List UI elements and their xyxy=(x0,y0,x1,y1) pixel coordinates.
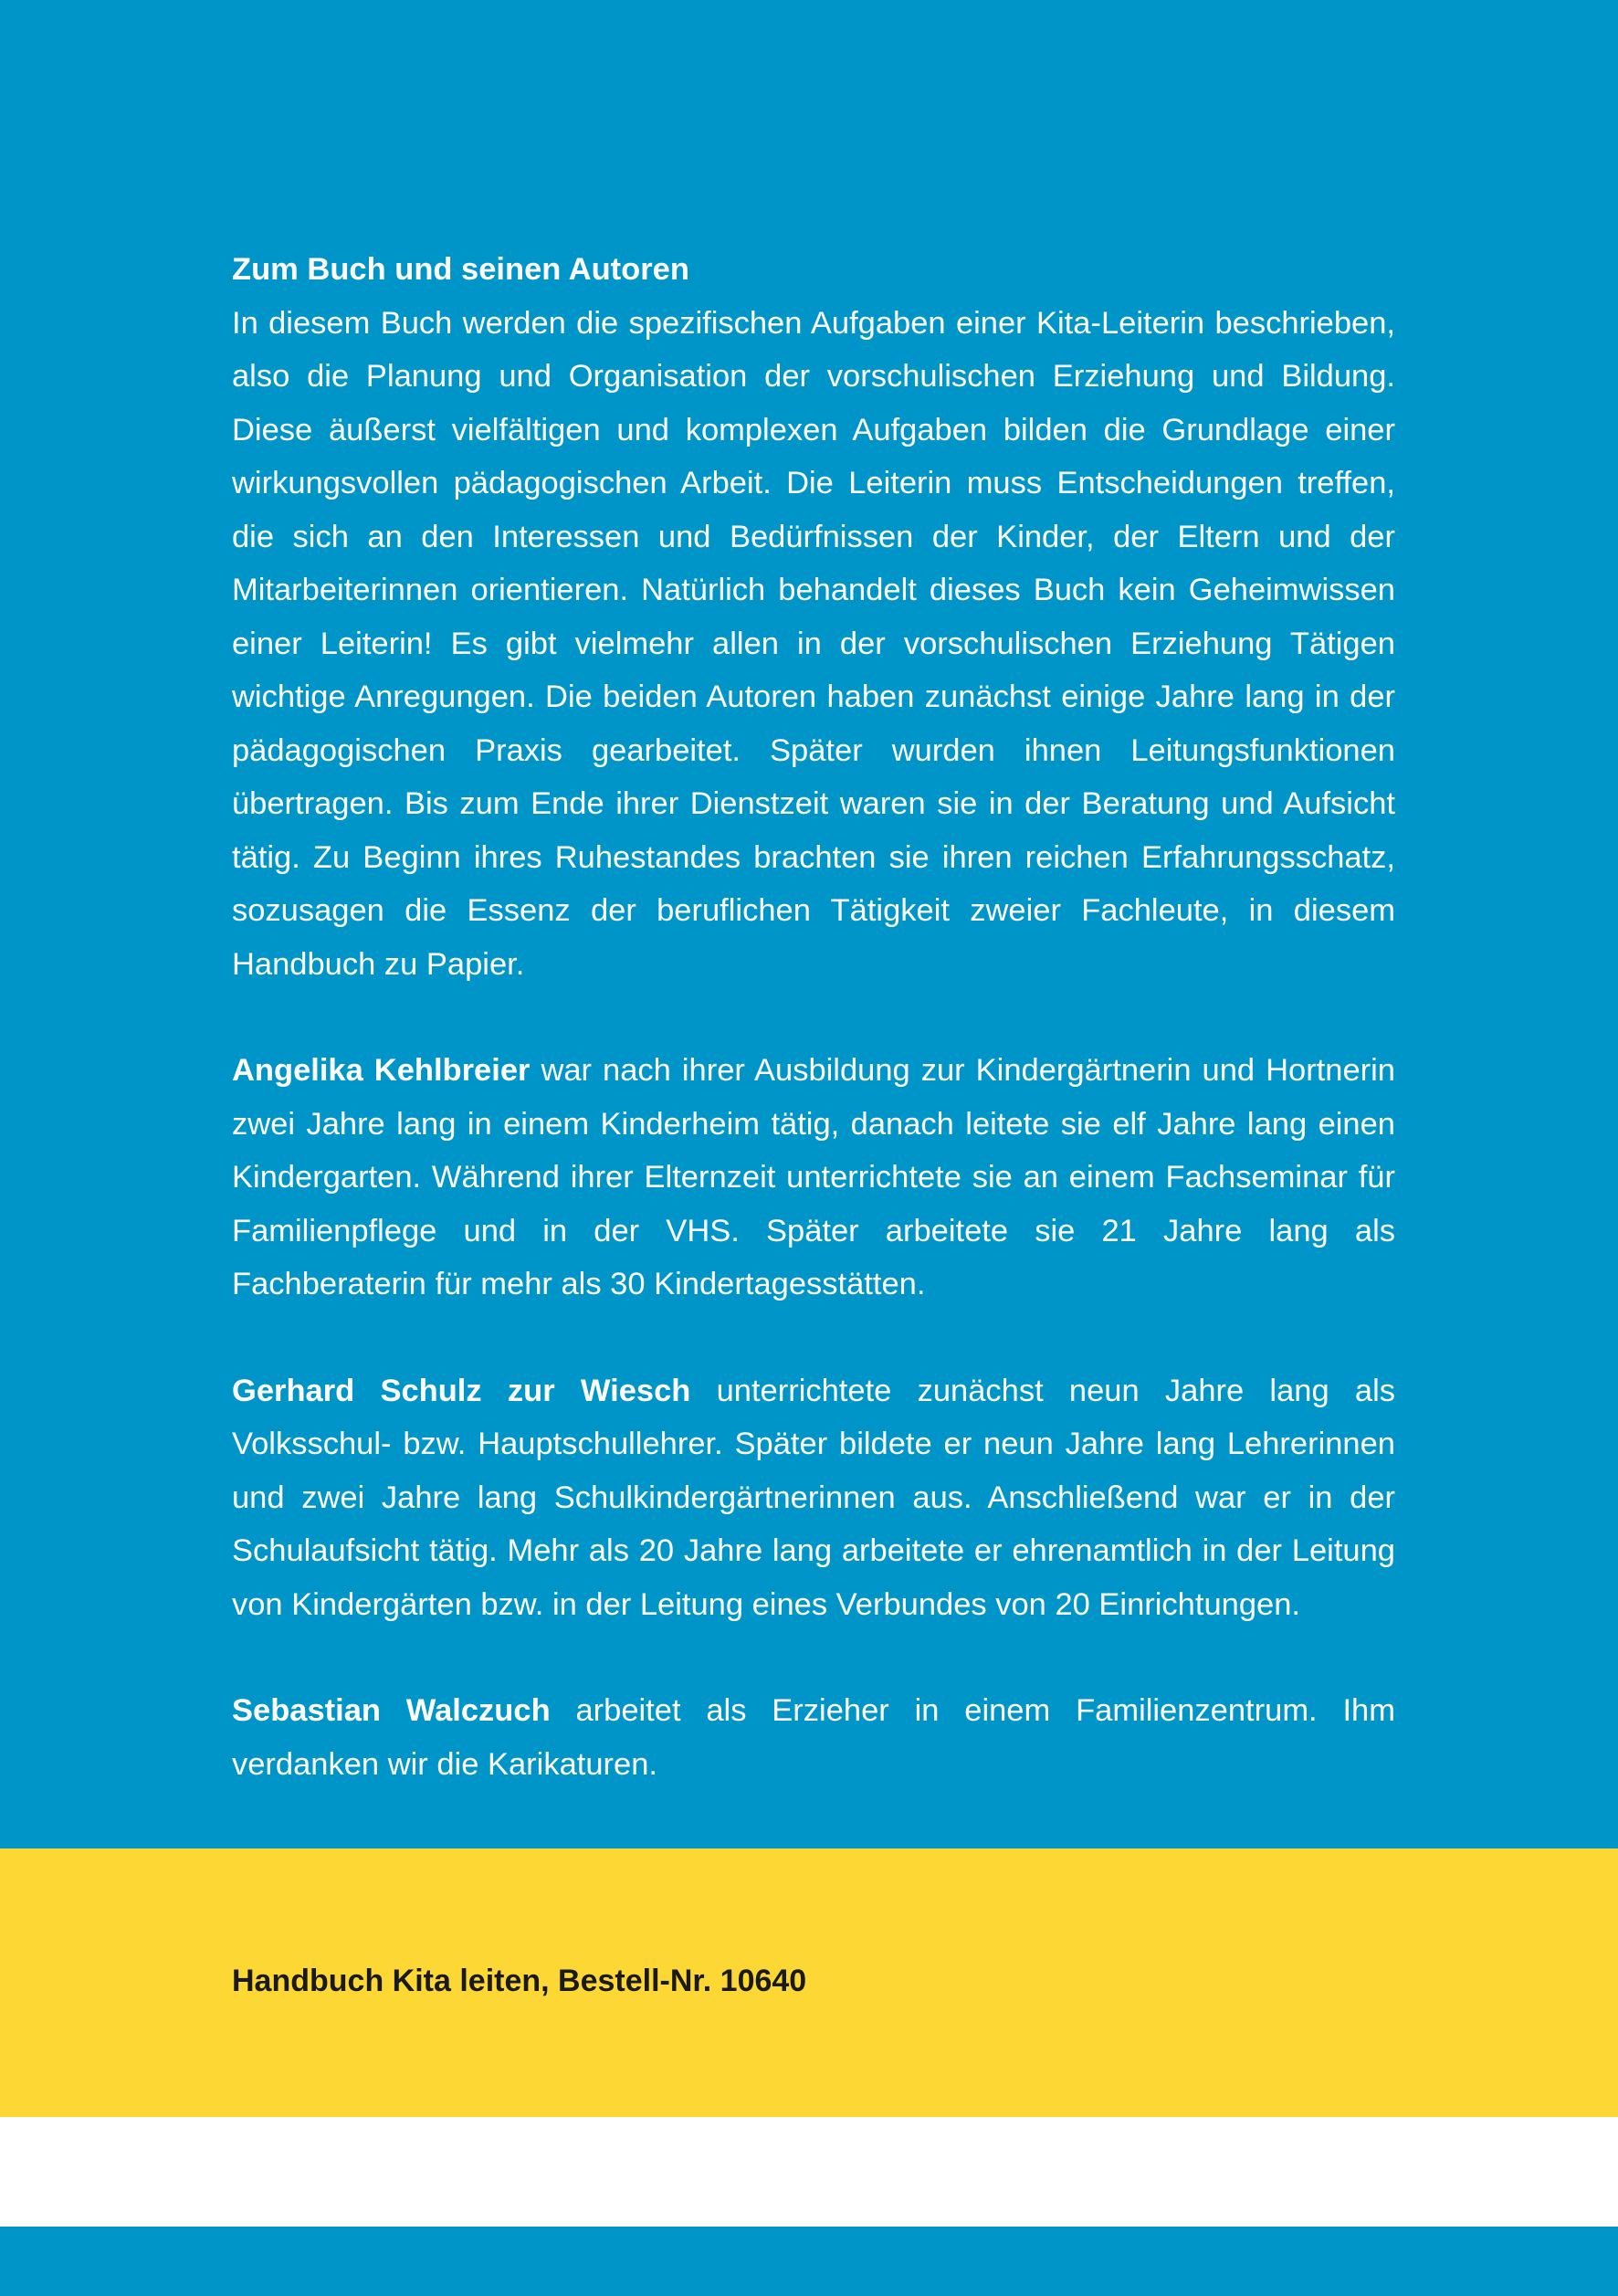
author-name: Sebastian Walczuch xyxy=(232,1693,551,1728)
bottom-blue-band xyxy=(0,2227,1618,2296)
author-paragraph-schulz-zur-wiesch xyxy=(232,1364,1395,1632)
author-name: Gerhard Schulz zur Wiesch xyxy=(232,1373,691,1408)
back-cover-text xyxy=(232,243,1395,1844)
author-paragraph-walczuch xyxy=(232,1684,1395,1791)
intro-paragraph: In diesem Buch werden die spezifischen Aufgaben einer Kita-Leiterin beschrieben, also die Planung und Organisation der vorschulischen Erziehung und Bildung. Diese äußerst vielfältigen und komplexen Aufgaben bilden die Grundlage einer wirkungsvollen pädagogischen Arbeit. Die Leiterin muss Entscheidungen treffen, die sich an den Interessen und Bedürfnissen der Kinder, der Eltern und der Mitarbeiterinnen orientieren. Natürlich behandelt dieses Buch kein Geheimwissen einer Leiterin! Es gibt vielmehr allen in der vorschulischen Erziehung Tätigen wichtige Anregungen. Die beiden Autoren haben zunächst einige Jahre lang in der pädagogischen Praxis gearbeitet. Später wurden ihnen Leitungsfunktionen übertragen. Bis zum Ende ihrer Dienstzeit waren sie in der Beratung und Aufsicht tätig. Zu Beginn ihres Ruhestandes brachten sie ihren reichen Erfahrungsschatz, sozusagen die Essenz der beruflichen Tätigkeit zweier Fachleute, in diesem Handbuch zu Papier. xyxy=(232,305,1395,982)
white-band xyxy=(0,2117,1618,2227)
author-paragraph-kehlbreier xyxy=(232,1044,1395,1311)
author-bio: war nach ihrer Ausbildung zur Kindergärtnerin und Hortnerin zwei Jahre lang in einem Kinderheim tätig, danach leitete sie elf Jahre lang einen Kindergarten. Während ihrer Elternzeit unterrichtete sie an einem Fachseminar für Familienpflege und in der VHS. Später arbeitete sie 21 Jahre lang als Fachberaterin für mehr als 30 Kindertagesstätten. xyxy=(232,1053,1395,1301)
author-name: Angelika Kehlbreier xyxy=(232,1053,531,1088)
order-number: Handbuch Kita leiten, Bestell-Nr. 10640 xyxy=(232,1964,807,1998)
author-bio: arbeitet als Erzieher in einem Familienzentrum. Ihm verdanken wir die Karikaturen. xyxy=(232,1693,1395,1782)
section-heading: Zum Buch und seinen Autoren xyxy=(232,252,689,287)
author-bio: unterrichtete zunächst neun Jahre lang als Volksschul- bzw. Hauptschullehrer. Später bildete er neun Jahre lang Lehrerinnen und zwei Jahre lang Schulkindergärtnerinnen aus. Anschließend war er in der Schulaufsicht tätig. Mehr als 20 Jahre lang arbeitete er ehrenamtlich in der Leitung von Kindergärten bzw. in der Leitung eines Verbundes von 20 Einrichtungen. xyxy=(232,1373,1395,1622)
